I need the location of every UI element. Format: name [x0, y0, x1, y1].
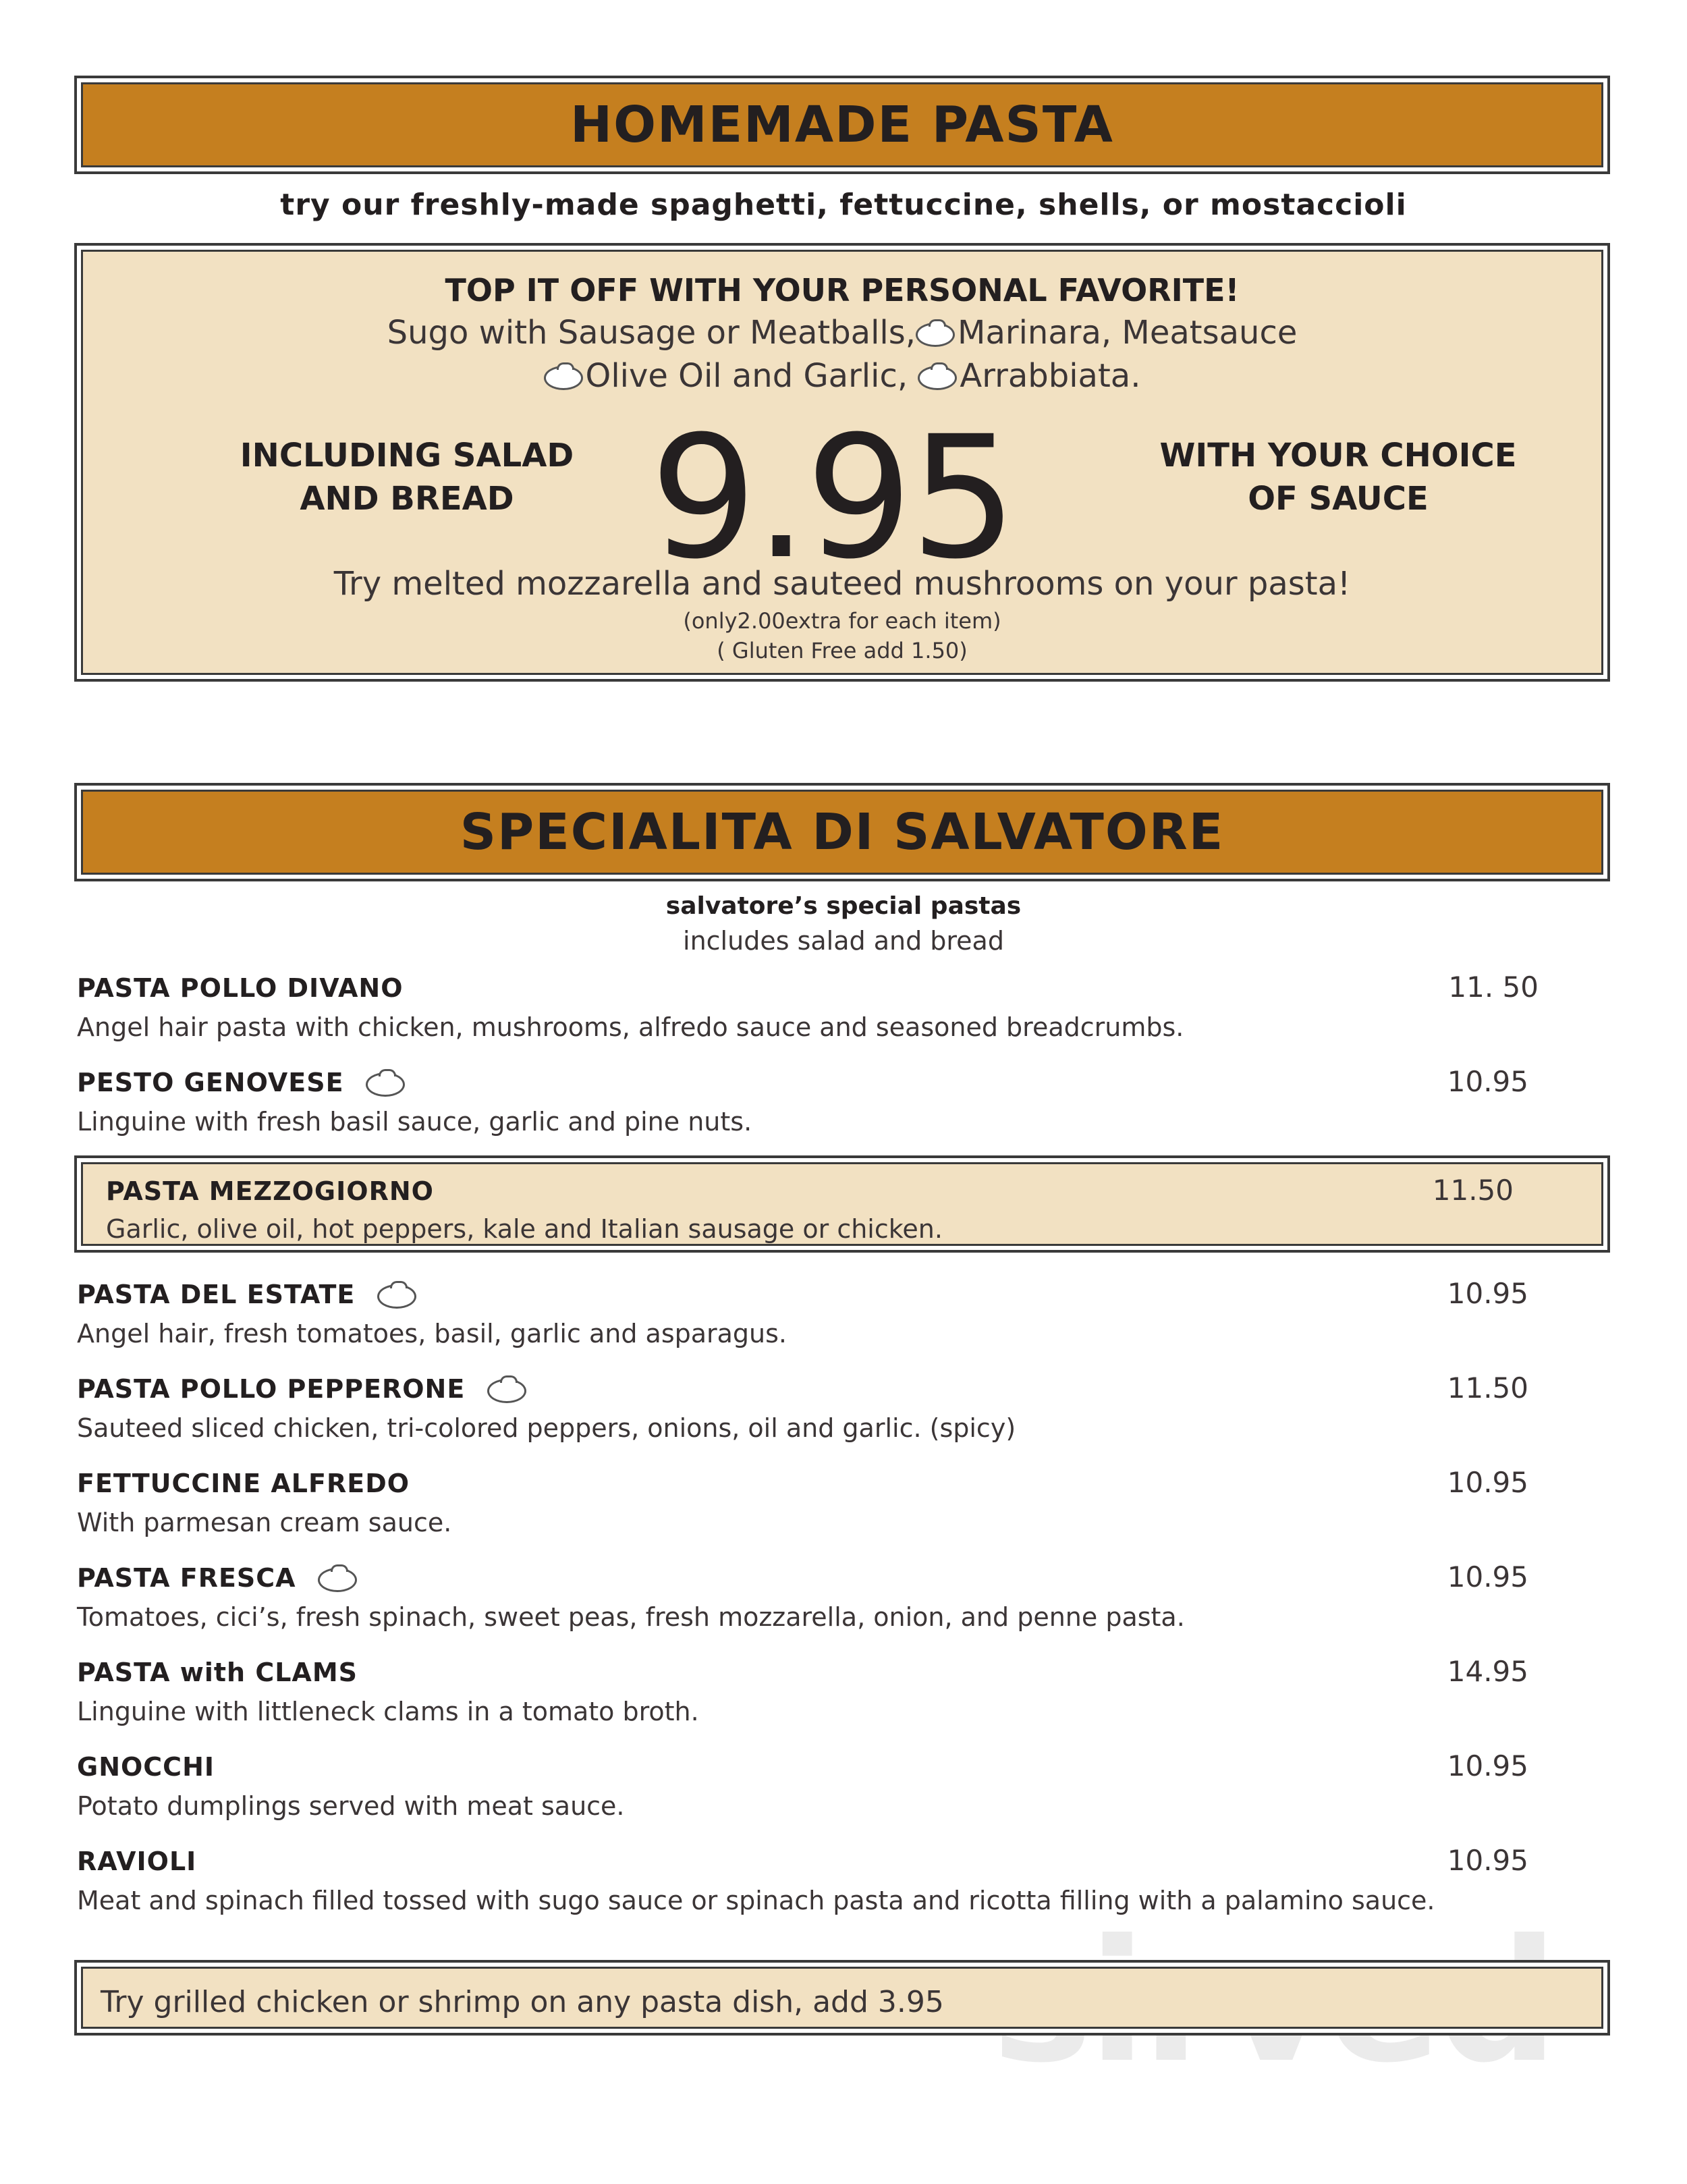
tomato-icon	[487, 1379, 526, 1403]
menu-item-name	[77, 1374, 529, 1404]
choice-label	[1149, 434, 1527, 520]
menu-item-name-text: PASTA DEL ESTATE	[77, 1280, 356, 1309]
sauce-line-2b: Arrabbiata.	[960, 357, 1141, 395]
menu-item-name: RAVIOLI	[77, 1847, 197, 1876]
menu-item-desc: Potato dumplings served with meat sauce.	[77, 1791, 625, 1821]
highlight-item-box	[74, 1155, 1610, 1253]
menu-item-price: 14.95	[1447, 1655, 1528, 1688]
tomato-icon	[544, 366, 583, 390]
menu-item-name: FETTUCCINE ALFREDO	[77, 1469, 410, 1498]
menu-item-price: 11.50	[1432, 1174, 1514, 1207]
gluten-note: ( Gluten Free add 1.50)	[717, 638, 968, 663]
menu-item-desc: Angel hair, fresh tomatoes, basil, garlic and asparagus.	[77, 1319, 787, 1348]
menu-item-name	[77, 1280, 419, 1309]
pasta-price: 9.95	[650, 400, 1015, 596]
including-label-line1: INCLUDING SALAD	[240, 437, 574, 474]
menu-item-name: GNOCCHI	[77, 1752, 215, 1782]
menu-item-name-text: PESTO GENOVESE	[77, 1068, 344, 1097]
menu-item-price: 10.95	[1447, 1844, 1528, 1877]
tomato-icon	[377, 1284, 416, 1309]
menu-item-desc: Sauteed sliced chicken, tri-colored peppers, onions, oil and garlic. (spicy)	[77, 1413, 1016, 1443]
extra-note: (only2.00extra for each item)	[683, 608, 1001, 634]
homemade-pasta-banner	[74, 76, 1610, 174]
special-subhead: salvatore’s special pastas	[665, 892, 1022, 920]
tomato-icon	[916, 323, 955, 347]
special-subnote: includes salad and bread	[683, 926, 1004, 956]
sauce-line-1a: Sugo with Sausage or Meatballs,	[387, 314, 916, 352]
menu-item-desc: Tomatoes, cici’s, fresh spinach, sweet peas, fresh mozzarella, onion, and penne pasta.	[77, 1602, 1185, 1632]
pasta-tagline: try our freshly-made spaghetti, fettuccine, shells, or mostaccioli	[280, 188, 1407, 222]
menu-item-desc: Garlic, olive oil, hot peppers, kale and Italian sausage or chicken.	[106, 1214, 943, 1244]
menu-item-desc: Angel hair pasta with chicken, mushrooms, alfredo sauce and seasoned breadcrumbs.	[77, 1012, 1184, 1042]
menu-item-name: PASTA POLLO DIVANO	[77, 973, 404, 1003]
menu-item-desc: Linguine with littleneck clams in a tomato broth.	[77, 1697, 699, 1726]
menu-item-name: PASTA MEZZOGIORNO	[106, 1176, 434, 1206]
menu-item-price: 10.95	[1447, 1466, 1528, 1499]
choice-label-line1: WITH YOUR CHOICE	[1159, 437, 1517, 474]
menu-item-price: 10.95	[1447, 1065, 1528, 1098]
bottom-note-box	[74, 1960, 1610, 2036]
mozzarella-line: Try melted mozzarella and sauteed mushrooms on your pasta!	[333, 565, 1351, 603]
menu-item-name: PASTA with CLAMS	[77, 1658, 358, 1687]
section-title: HOMEMADE PASTA	[570, 96, 1114, 154]
sauce-line-1	[83, 314, 1601, 352]
specialita-banner	[74, 783, 1610, 881]
choice-label-line2: OF SAUCE	[1248, 480, 1429, 518]
sauce-line-2a: Olive Oil and Garlic,	[585, 357, 908, 395]
menu-item-price: 11.50	[1447, 1371, 1528, 1404]
menu-item-desc: Meat and spinach filled tossed with sugo sauce or spinach pasta and ricotta filling with a palamino sauce.	[77, 1886, 1435, 1915]
sauce-line-2	[83, 357, 1601, 395]
sauce-line-1b: Marinara, Meatsauce	[958, 314, 1298, 352]
tomato-icon	[366, 1072, 405, 1097]
menu-item-desc: With parmesan cream sauce.	[77, 1508, 452, 1537]
menu-item-name-text: PASTA POLLO PEPPERONE	[77, 1374, 466, 1404]
menu-item-name	[77, 1068, 408, 1097]
including-label	[231, 434, 582, 520]
menu-item-name-text: PASTA FRESCA	[77, 1563, 296, 1593]
menu-item-price: 10.95	[1447, 1749, 1528, 1782]
menu-item-price: 10.95	[1447, 1560, 1528, 1593]
menu-item-name	[77, 1563, 360, 1593]
bottom-note: Try grilled chicken or shrimp on any pasta dish, add 3.95	[101, 1985, 944, 2019]
section-title: SPECIALITA DI SALVATORE	[460, 803, 1225, 861]
menu-item-price: 11. 50	[1448, 971, 1539, 1004]
sauce-box	[74, 243, 1610, 682]
menu-item-desc: Linguine with fresh basil sauce, garlic and pine nuts.	[77, 1107, 752, 1137]
tomato-icon	[918, 366, 957, 390]
tomato-icon	[318, 1568, 357, 1592]
including-label-line2: AND BREAD	[300, 480, 514, 518]
sauce-heading: TOP IT OFF WITH YOUR PERSONAL FAVORITE!	[445, 272, 1240, 308]
menu-item-price: 10.95	[1447, 1277, 1528, 1310]
